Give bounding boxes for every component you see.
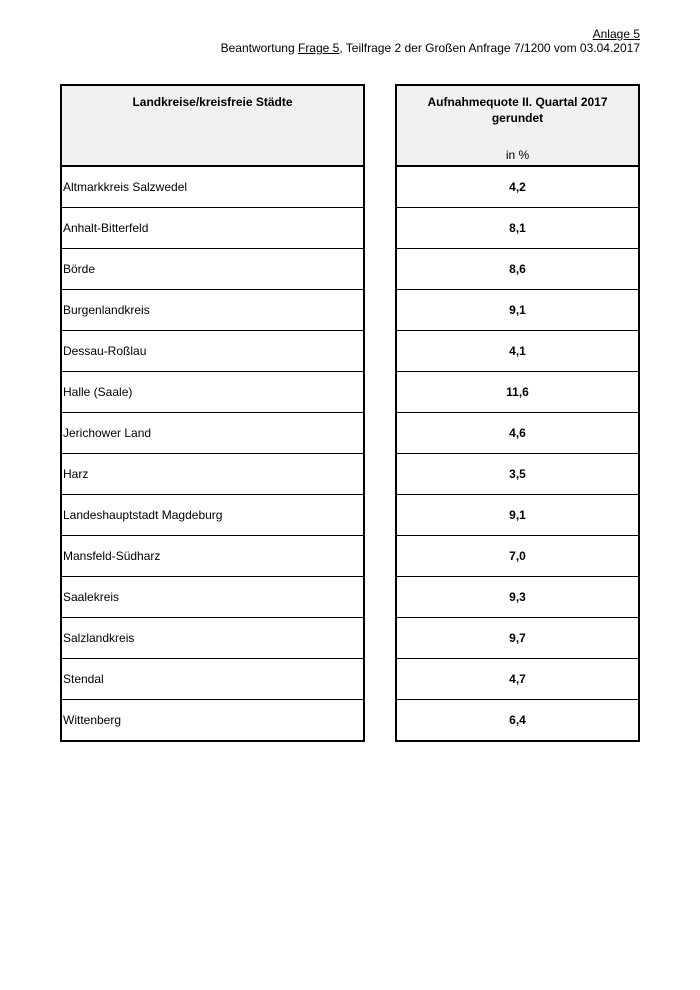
table-row — [397, 659, 638, 700]
district-name: Wittenberg — [63, 713, 122, 727]
district-name: Börde — [63, 262, 96, 276]
table-row — [62, 495, 363, 536]
district-name: Salzlandkreis — [63, 631, 135, 645]
district-name: Landeshauptstadt Magdeburg — [63, 508, 223, 522]
district-name: Jerichower Land — [63, 426, 152, 440]
reference-prefix: Beantwortung — [220, 41, 298, 55]
table-row — [62, 413, 363, 454]
table-row — [62, 536, 363, 577]
quota-value: 9,7 — [509, 631, 526, 645]
table-row — [62, 167, 363, 208]
quota-value: 4,1 — [509, 344, 526, 358]
quota-column-header — [397, 86, 638, 167]
quota-title-line1: Aufnahmequote II. Quartal 2017 — [427, 95, 608, 109]
table-row — [62, 659, 363, 700]
table-row — [62, 618, 363, 659]
table-row — [62, 249, 363, 290]
quota-value: 6,4 — [509, 713, 526, 727]
district-column-title: Landkreise/kreisfreie Städte — [132, 95, 293, 109]
table-row — [397, 208, 638, 249]
district-name: Halle (Saale) — [63, 385, 133, 399]
quota-value: 7,0 — [509, 549, 526, 563]
table-row — [397, 290, 638, 331]
table-row — [62, 372, 363, 413]
table-row — [397, 331, 638, 372]
district-name-table — [60, 84, 365, 742]
quota-value: 9,1 — [509, 303, 526, 317]
table-row — [62, 208, 363, 249]
district-name: Harz — [63, 467, 89, 481]
quota-table — [395, 84, 640, 742]
table-row — [397, 577, 638, 618]
quota-title-line2: gerundet — [491, 111, 544, 125]
question-reference: Frage 5 — [297, 41, 340, 55]
reference-suffix: , Teilfrage 2 der Großen Anfrage 7/1200 vom 03.04.2017 — [339, 41, 640, 55]
attachment-label: Anlage 5 — [592, 27, 640, 41]
district-name: Altmarkkreis Salzwedel — [63, 180, 188, 194]
district-name: Burgenlandkreis — [63, 303, 150, 317]
district-name: Dessau-Roßlau — [63, 344, 147, 358]
table-row — [397, 536, 638, 577]
quota-value: 9,3 — [509, 590, 526, 604]
quota-unit: in % — [505, 148, 530, 162]
table-row — [397, 454, 638, 495]
table-row — [397, 372, 638, 413]
table-row — [397, 700, 638, 740]
table-row — [62, 454, 363, 495]
table-row — [397, 249, 638, 290]
table-row — [397, 618, 638, 659]
quota-value: 4,7 — [509, 672, 526, 686]
table-row — [62, 331, 363, 372]
quota-value: 3,5 — [509, 467, 526, 481]
table-row — [397, 413, 638, 454]
district-name: Mansfeld-Südharz — [63, 549, 161, 563]
quota-value: 8,1 — [509, 221, 526, 235]
table-row — [62, 290, 363, 331]
district-name: Saalekreis — [63, 590, 120, 604]
district-name: Stendal — [63, 672, 104, 686]
district-name: Anhalt-Bitterfeld — [63, 221, 149, 235]
quota-value: 8,6 — [509, 262, 526, 276]
quota-column-title — [397, 94, 638, 126]
table-row — [62, 700, 363, 740]
quota-value: 9,1 — [509, 508, 526, 522]
table-row — [62, 577, 363, 618]
table-row — [397, 167, 638, 208]
district-column-header — [62, 86, 363, 167]
table-row — [397, 495, 638, 536]
document-reference — [221, 41, 640, 55]
quota-value: 4,6 — [509, 426, 526, 440]
quota-value: 4,2 — [509, 180, 526, 194]
quota-value: 11,6 — [506, 385, 529, 399]
